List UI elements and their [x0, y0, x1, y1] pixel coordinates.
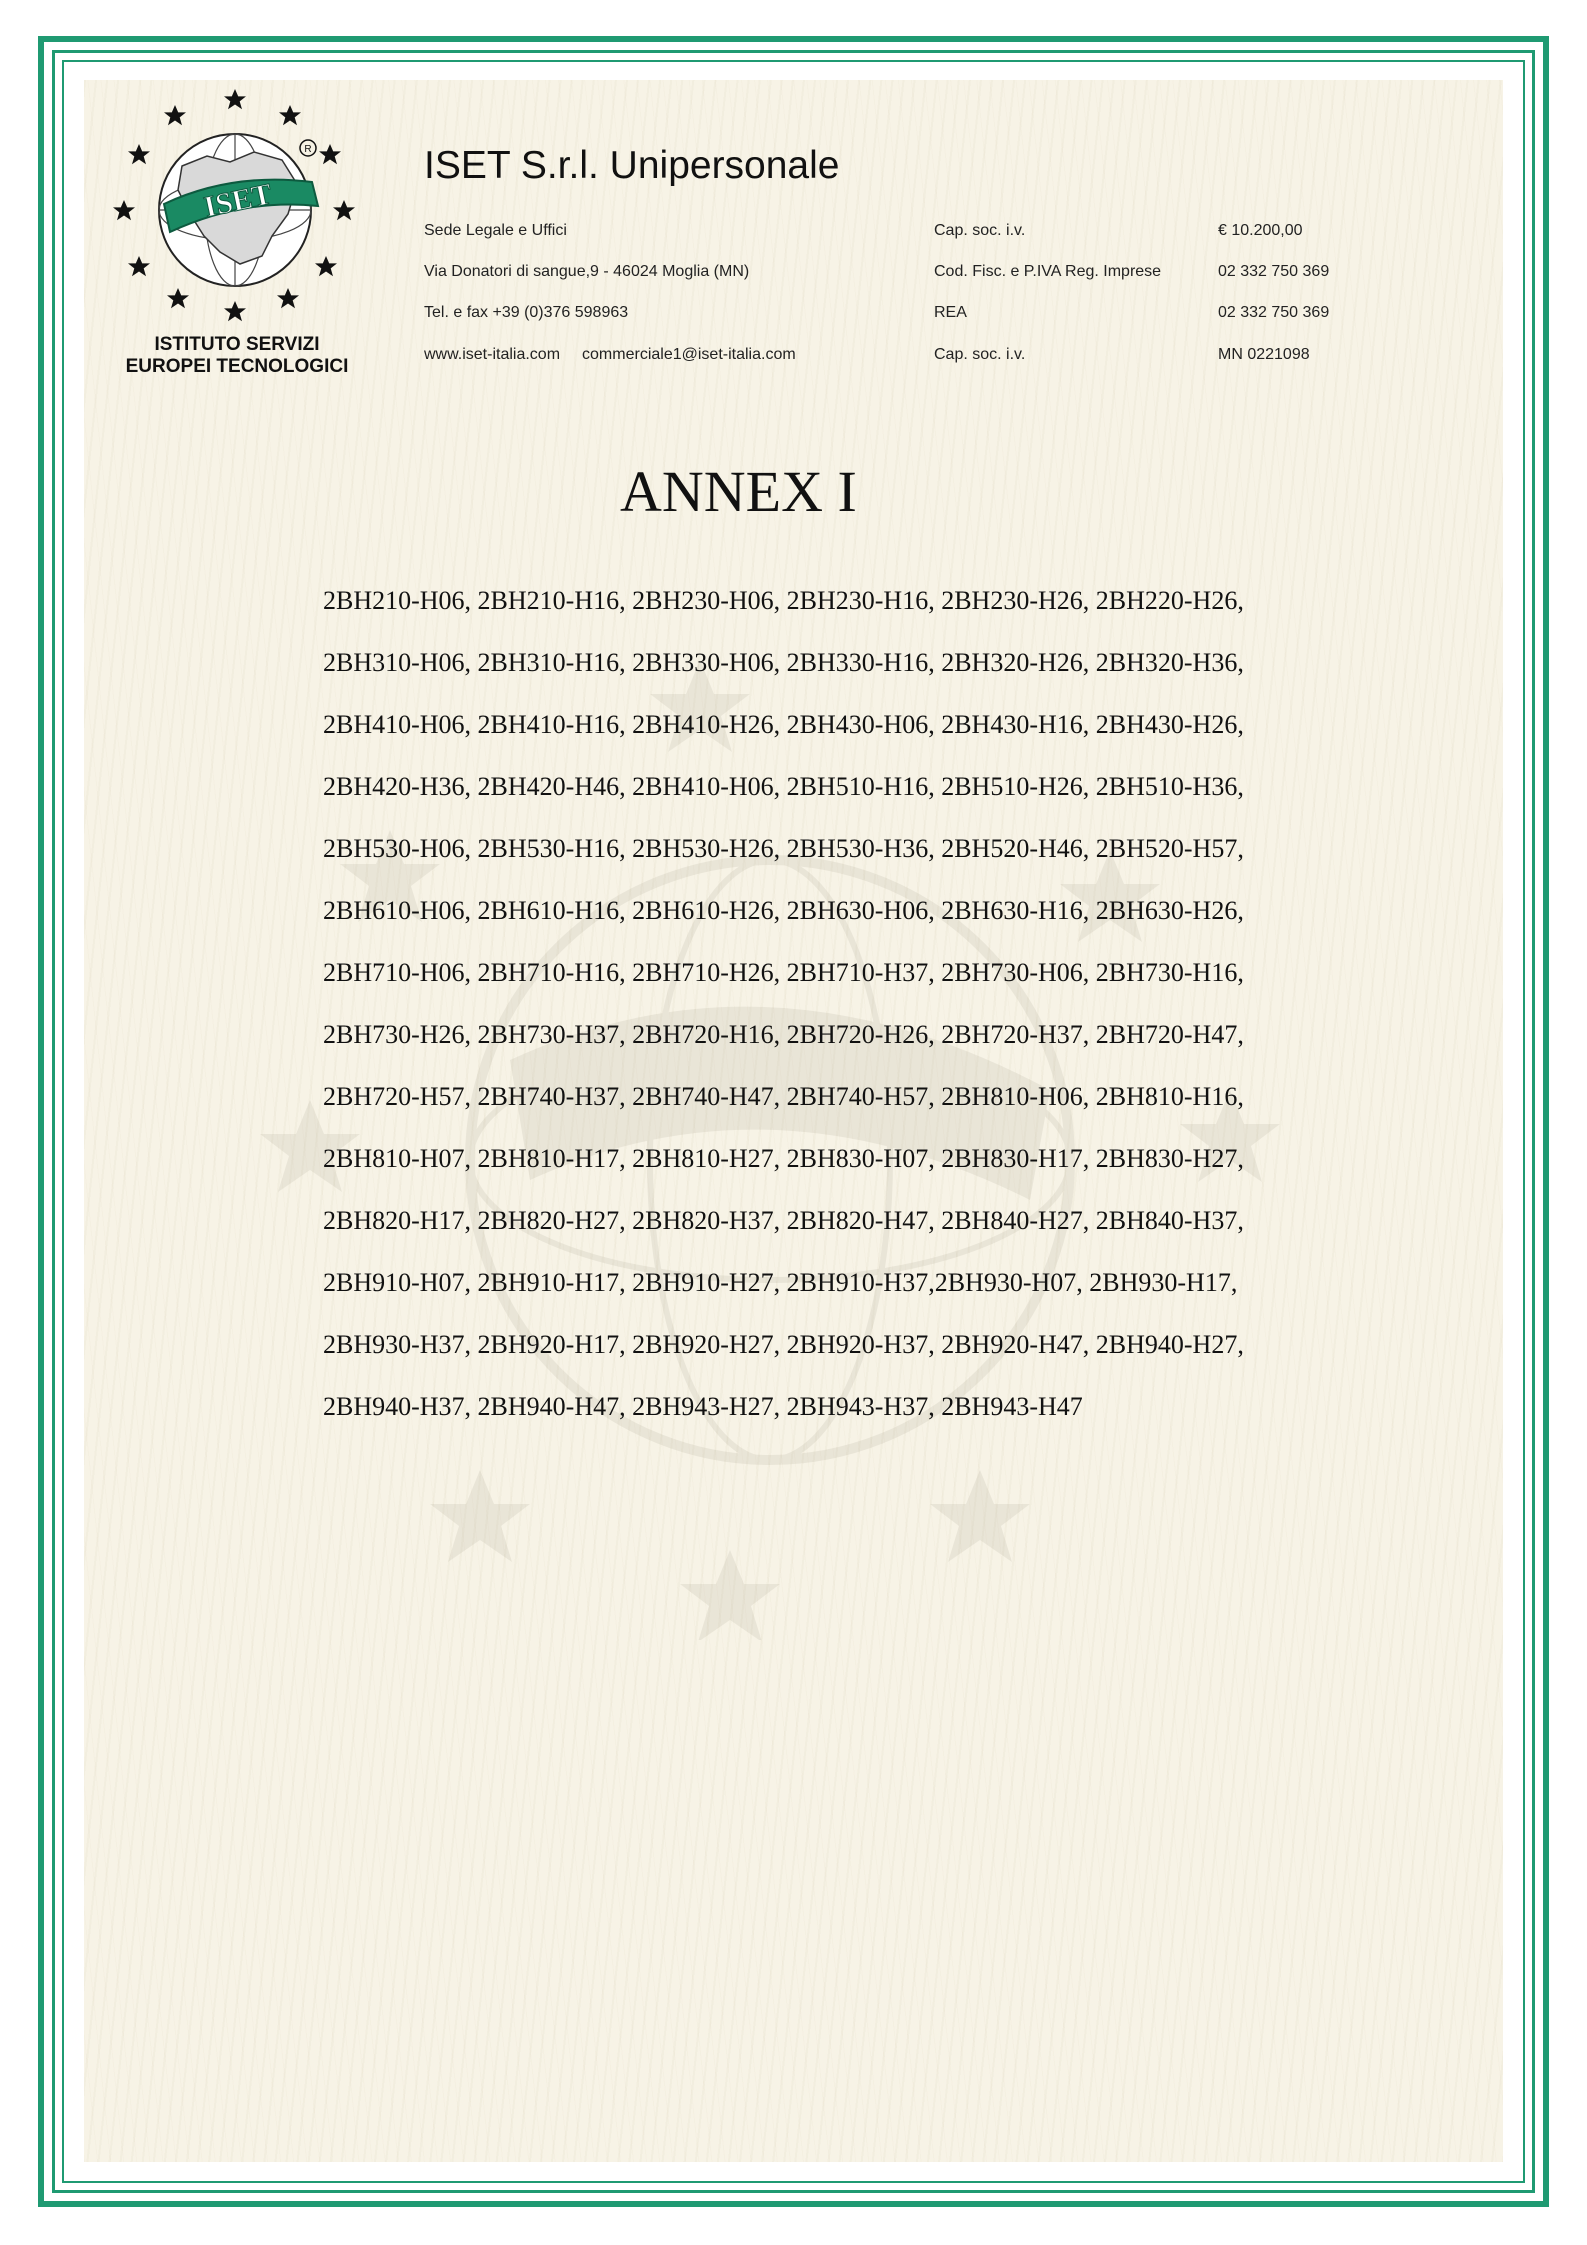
model-list-line: 2BH310-H06, 2BH310-H16, 2BH330-H06, 2BH330-H16, 2BH320-H26, 2BH320-H36,	[323, 648, 1244, 677]
svg-text:R: R	[304, 144, 312, 155]
capital-label: Cap. soc. i.v.	[934, 222, 1026, 239]
model-list-line: 2BH610-H06, 2BH610-H16, 2BH610-H26, 2BH630-H06, 2BH630-H16, 2BH630-H26,	[323, 896, 1244, 925]
model-list-line: 2BH210-H06, 2BH210-H16, 2BH230-H06, 2BH230-H16, 2BH230-H26, 2BH220-H26,	[323, 586, 1244, 615]
model-list-line: 2BH820-H17, 2BH820-H27, 2BH820-H37, 2BH820-H47, 2BH840-H27, 2BH840-H37,	[323, 1206, 1244, 1235]
capital-value: € 10.200,00	[1218, 222, 1303, 239]
website-link[interactable]: www.iset-italia.com	[424, 346, 561, 363]
model-list-line: 2BH930-H37, 2BH920-H17, 2BH920-H27, 2BH920-H37, 2BH920-H47, 2BH940-H27,	[323, 1330, 1244, 1359]
model-list-line: 2BH410-H06, 2BH410-H16, 2BH410-H26, 2BH430-H06, 2BH430-H16, 2BH430-H26,	[323, 710, 1244, 739]
rea-label: REA	[934, 304, 967, 321]
email-link[interactable]: commerciale1@iset-italia.com	[582, 346, 796, 363]
mn-value: MN 0221098	[1218, 346, 1310, 363]
svg-text:ISET: ISET	[201, 177, 275, 224]
annex-title: ANNEX I	[620, 459, 857, 524]
model-list-line: 2BH940-H37, 2BH940-H47, 2BH943-H27, 2BH943-H37, 2BH943-H47	[323, 1392, 1083, 1421]
capital-label-2: Cap. soc. i.v.	[934, 346, 1026, 363]
phone: Tel. e fax +39 (0)376 598963	[424, 304, 629, 321]
logo-caption-line2: EUROPEI TECNOLOGICI	[125, 356, 349, 377]
certificate-paper	[84, 80, 1503, 2162]
model-list-line: 2BH710-H06, 2BH710-H16, 2BH710-H26, 2BH710-H37, 2BH730-H06, 2BH730-H16,	[323, 958, 1244, 987]
logo-caption	[112, 334, 362, 378]
address: Via Donatori di sangue,9 - 46024 Moglia (MN)	[424, 263, 750, 280]
model-list-line: 2BH910-H07, 2BH910-H17, 2BH910-H27, 2BH910-H37,2BH930-H07, 2BH930-H17,	[323, 1268, 1238, 1297]
model-list-line: 2BH420-H36, 2BH420-H46, 2BH410-H06, 2BH510-H16, 2BH510-H26, 2BH510-H36,	[323, 772, 1244, 801]
rea-value: 02 332 750 369	[1218, 304, 1330, 321]
model-list-line: 2BH720-H57, 2BH740-H37, 2BH740-H47, 2BH740-H57, 2BH810-H06, 2BH810-H16,	[323, 1082, 1244, 1111]
office-label: Sede Legale e Uffici	[424, 222, 567, 239]
contact-line	[424, 346, 796, 364]
fiscal-value: 02 332 750 369	[1218, 263, 1330, 280]
fiscal-label: Cod. Fisc. e P.IVA Reg. Imprese	[934, 263, 1162, 280]
model-list-line: 2BH810-H07, 2BH810-H17, 2BH810-H27, 2BH830-H07, 2BH830-H17, 2BH830-H27,	[323, 1144, 1244, 1173]
model-list-line: 2BH530-H06, 2BH530-H16, 2BH530-H26, 2BH530-H36, 2BH520-H46, 2BH520-H57,	[323, 834, 1244, 863]
model-list-line: 2BH730-H26, 2BH730-H37, 2BH720-H16, 2BH720-H26, 2BH720-H37, 2BH720-H47,	[323, 1020, 1244, 1049]
company-name: ISET S.r.l. Unipersonale	[424, 144, 840, 187]
logo-caption-line1: ISTITUTO SERVIZI	[154, 334, 320, 355]
